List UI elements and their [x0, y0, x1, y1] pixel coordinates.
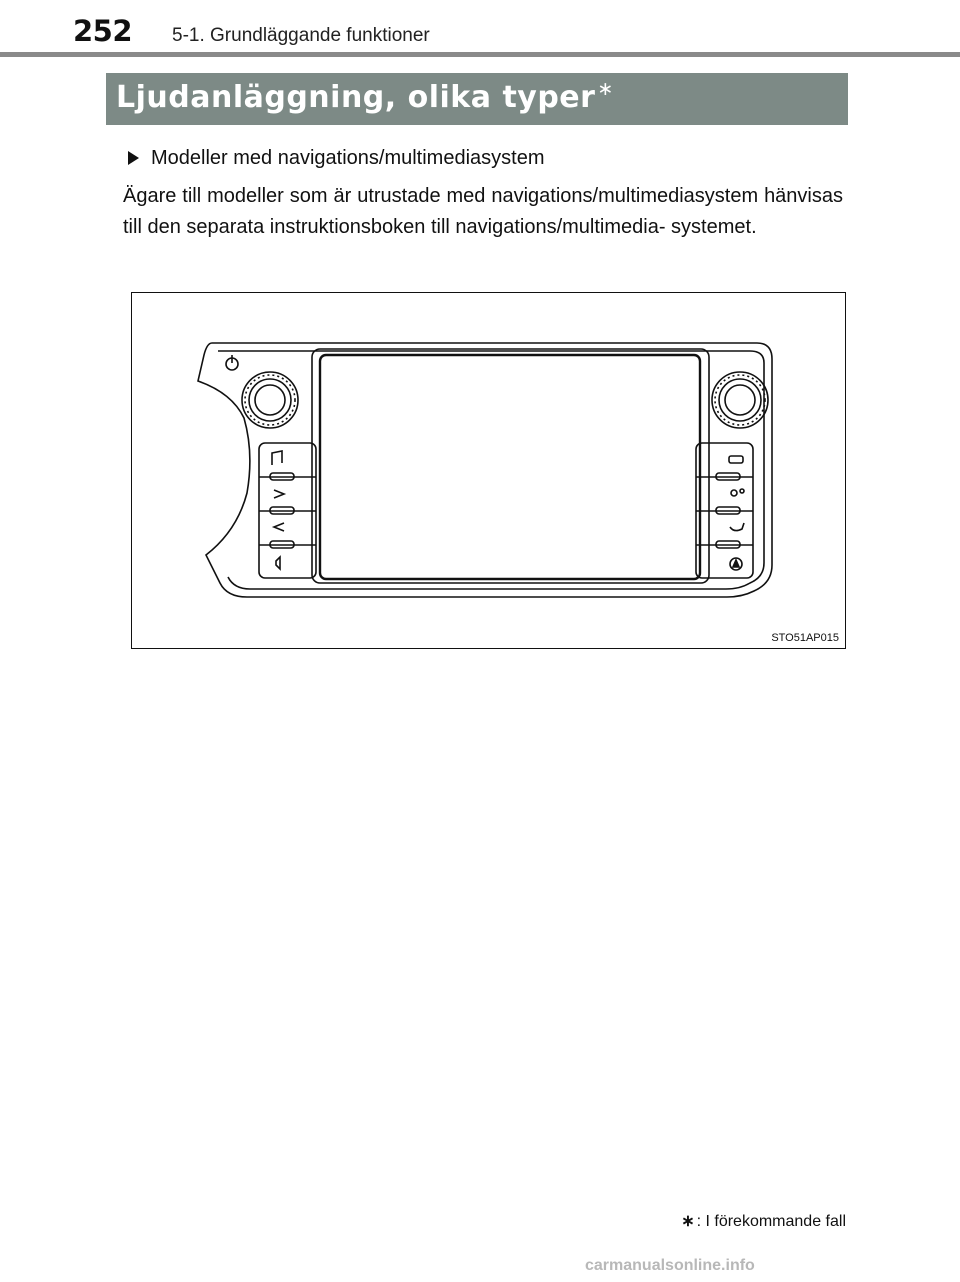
header-rule — [0, 52, 960, 57]
page-title — [116, 80, 614, 115]
title-asterisk: ∗ — [597, 78, 614, 100]
bullet-item — [128, 147, 545, 170]
multimedia-unit-illustration — [132, 293, 847, 650]
body-paragraph: Ägare till modeller som är utrustade med navigations/multimediasystem hänvisas till den separata instruktionsboken till navigations/multimedia- systemet. — [123, 185, 843, 238]
title-bar — [106, 73, 848, 125]
footnote-asterisk: ∗ — [681, 1213, 695, 1230]
figure-box — [131, 292, 846, 649]
section-title: 5-1. Grundläggande funktioner — [172, 25, 430, 46]
figure-label: STO51AP015 — [771, 632, 839, 644]
footnote — [681, 1211, 846, 1231]
triangle-bullet-icon — [128, 151, 139, 165]
watermark: carmanualsonline.info — [585, 1257, 755, 1274]
footnote-text: : I förekommande fall — [696, 1213, 846, 1230]
page-title-text: Ljudanläggning, olika typer — [116, 80, 596, 115]
page-number: 252 — [73, 14, 133, 48]
bullet-text: Modeller med navigations/multimediasystem — [151, 147, 545, 169]
